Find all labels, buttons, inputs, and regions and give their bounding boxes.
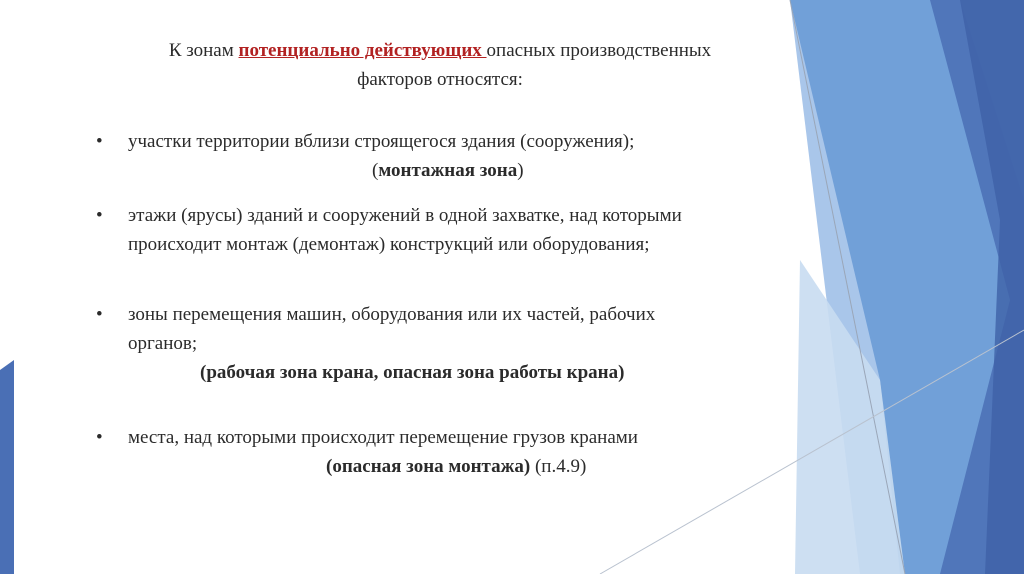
bullet-item-1 xyxy=(96,127,826,187)
title-highlight: потенциально действующих xyxy=(238,40,487,61)
bullet-4-line2 xyxy=(128,456,586,477)
bullet-item-4 xyxy=(96,423,826,483)
bullet-marker: • xyxy=(96,205,103,226)
bullet-marker: • xyxy=(96,427,103,448)
bullet-4-line1: места, над которыми происходит перемещение грузов кранами xyxy=(128,427,638,448)
title-rest: опасных производственных xyxy=(486,40,712,61)
title-prefix: К зонам xyxy=(168,40,239,61)
bullet-3-bold: (рабочая зона крана, опасная зона работы крана) xyxy=(200,362,625,383)
bullet-marker: • xyxy=(96,304,103,325)
bullet-item-3 xyxy=(96,300,826,390)
bullet-2-line2: происходит монтаж (демонтаж) конструкций или оборудования; xyxy=(128,234,650,255)
title-line2: факторов относятся: xyxy=(357,69,523,90)
bullet-item-2 xyxy=(96,201,826,261)
bullet-3-line1: зоны перемещения машин, оборудования или их частей, рабочих xyxy=(128,304,656,325)
bullet-1-line2: (монтажная зона) xyxy=(372,160,524,181)
bullet-4-ref: (п.4.9) xyxy=(530,456,587,477)
slide-title xyxy=(60,36,820,94)
bullet-4-bold: (опасная зона монтажа) xyxy=(326,456,531,477)
bullet-1-line1: участки территории вблизи строящегося здания (сооружения); xyxy=(128,131,635,152)
bullet-1-bold: монтажная зона xyxy=(378,160,518,181)
bullet-marker: • xyxy=(96,131,103,152)
bullet-3-line2: органов; xyxy=(128,333,198,354)
bullet-2-line1: этажи (ярусы) зданий и сооружений в одной захватке, над которыми xyxy=(128,205,682,226)
